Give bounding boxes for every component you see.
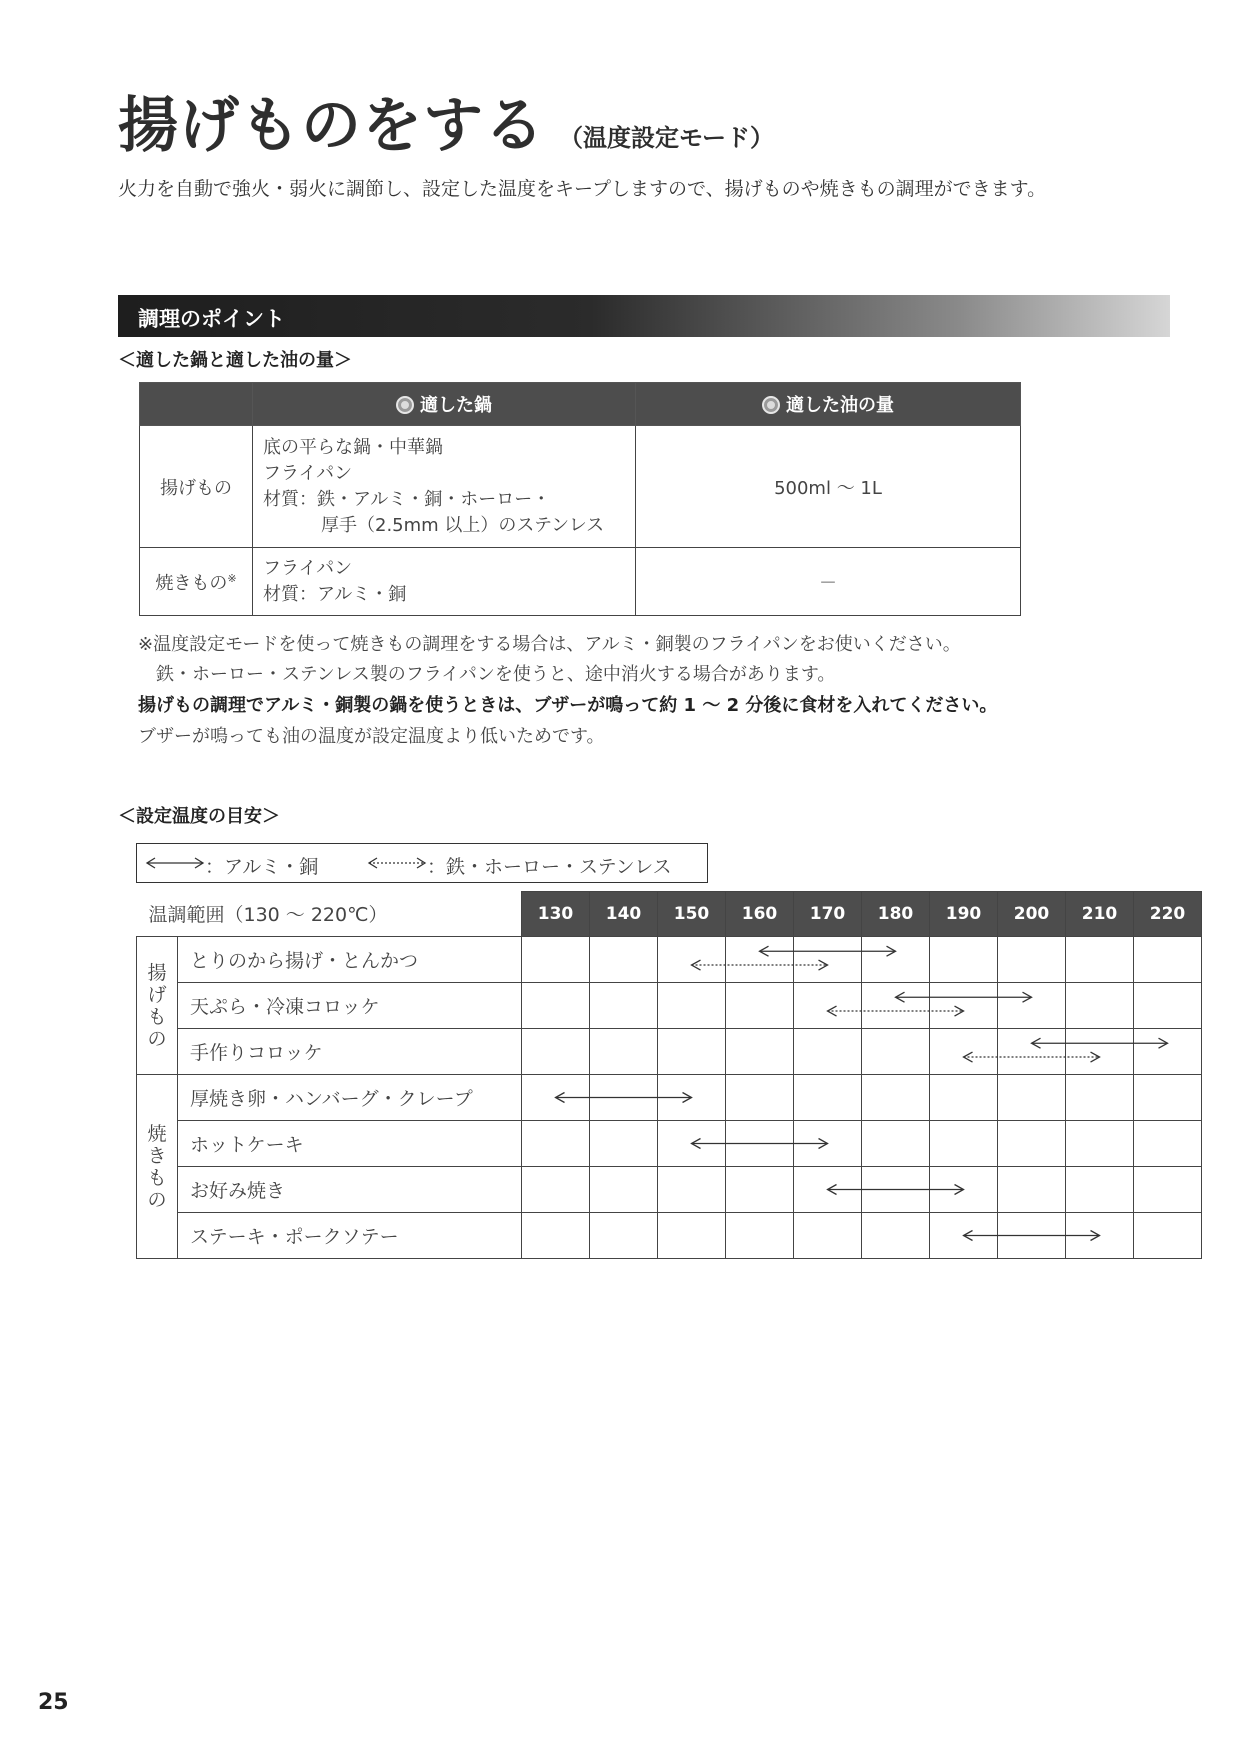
temp-header: 220 (1134, 892, 1202, 937)
note-line: ※温度設定モードを使って焼きもの調理をする場合は、アルミ・銅製のフライパンをお使いください。 (138, 634, 961, 655)
note-mark: ※ (227, 571, 237, 585)
section-title: 調理のポイント (138, 307, 285, 331)
intro-text: 火力を自動で強火・弱火に調節し、設定した温度をキープしますので、揚げものや焼きもの調理ができます。 (118, 178, 1047, 200)
food-name: とりのから揚げ・とんかつ (178, 937, 522, 983)
pot-line: フライパン (263, 462, 353, 484)
pot-line: 材質：アルミ・銅 (263, 583, 407, 605)
legend-box (136, 843, 708, 883)
temp-header: 150 (658, 892, 726, 937)
oil-column-header (636, 383, 1021, 426)
food-name: ホットケーキ (178, 1121, 522, 1167)
temp-header: 190 (930, 892, 998, 937)
pot-line: フライパン (263, 557, 353, 579)
table-row (140, 426, 1021, 548)
food-name: ステーキ・ポークソテー (178, 1213, 522, 1259)
temp-header: 210 (1066, 892, 1134, 937)
temp-header: 180 (862, 892, 930, 937)
temp-header: 130 (522, 892, 590, 937)
category-label: 揚 げ も の (147, 961, 167, 1050)
food-name: お好み焼き (178, 1167, 522, 1213)
food-name: 厚焼き卵・ハンバーグ・クレープ (178, 1075, 522, 1121)
table-row (137, 1029, 1202, 1075)
row-label (140, 426, 253, 548)
table-row (137, 1213, 1202, 1259)
solid-arrow-icon (145, 857, 205, 869)
legend-dotted-label: ：鉄・ホーロー・ステンレス (427, 856, 672, 878)
table-row (137, 983, 1202, 1029)
row-label (140, 548, 253, 616)
note-line: 鉄・ホーロー・ステンレス製のフライパンを使うと、途中消火する場合があります。 (138, 664, 836, 685)
food-name: 天ぷら・冷凍コロッケ (178, 983, 522, 1029)
legend-solid-label: ：アルミ・銅 (205, 856, 319, 878)
category-cell (137, 937, 178, 1075)
table-row (137, 1167, 1202, 1213)
temp-header: 170 (794, 892, 862, 937)
category-cell (137, 1075, 178, 1259)
table-row (137, 1121, 1202, 1167)
note-line-bold: 揚げもの調理でアルミ・銅製の鍋を使うときは、ブザーが鳴って約 1 ～ 2 分後に食材を入れてください。 (138, 695, 998, 716)
temp-heading: ＜設定温度の目安＞ (118, 806, 280, 827)
note-line: ブザーが鳴っても油の温度が設定温度より低いためです。 (138, 726, 605, 747)
pot-line: 材質：鉄・アルミ・銅・ホーロー・ (263, 488, 551, 510)
dotted-arrow-icon (367, 857, 427, 869)
row-label-text: 揚げもの (160, 477, 232, 499)
section-bar (118, 295, 1170, 337)
table-row (140, 548, 1021, 616)
temperature-header-row (137, 892, 1202, 937)
table-row (137, 1075, 1202, 1121)
category-label: 焼 き も の (147, 1122, 167, 1211)
temp-header: 200 (998, 892, 1066, 937)
circle-bullet-icon (396, 396, 414, 414)
temp-header: 140 (590, 892, 658, 937)
pot-line: 厚手（2.5mm 以上）のステンレス (321, 514, 605, 536)
pot-column-label: 適した鍋 (420, 395, 492, 416)
pot-heading: ＜適した鍋と適した油の量＞ (118, 350, 352, 371)
row-label-text: 焼きもの (155, 572, 228, 594)
circle-bullet-icon (762, 396, 780, 414)
pot-column-header (253, 383, 636, 426)
title-subtitle: （温度設定モード） (559, 124, 775, 152)
pot-list (253, 548, 636, 616)
table-row (137, 937, 1202, 983)
title-main: 揚げものをする (118, 91, 545, 161)
temperature-table (136, 891, 1202, 1259)
oil-column-label: 適した油の量 (786, 395, 894, 416)
pot-line: 底の平らな鍋・中華鍋 (263, 436, 443, 458)
oil-amount: 500ml ～ 1L (636, 426, 1021, 548)
page-number: 25 (38, 1690, 69, 1715)
pot-table (139, 382, 1021, 616)
pot-table-corner (140, 383, 253, 426)
temp-header: 160 (726, 892, 794, 937)
oil-amount: － (636, 548, 1021, 616)
food-name: 手作りコロッケ (178, 1029, 522, 1075)
page-title (118, 78, 774, 164)
range-label: 温調範囲（130 ～ 220℃） (137, 892, 522, 937)
pot-list (253, 426, 636, 548)
